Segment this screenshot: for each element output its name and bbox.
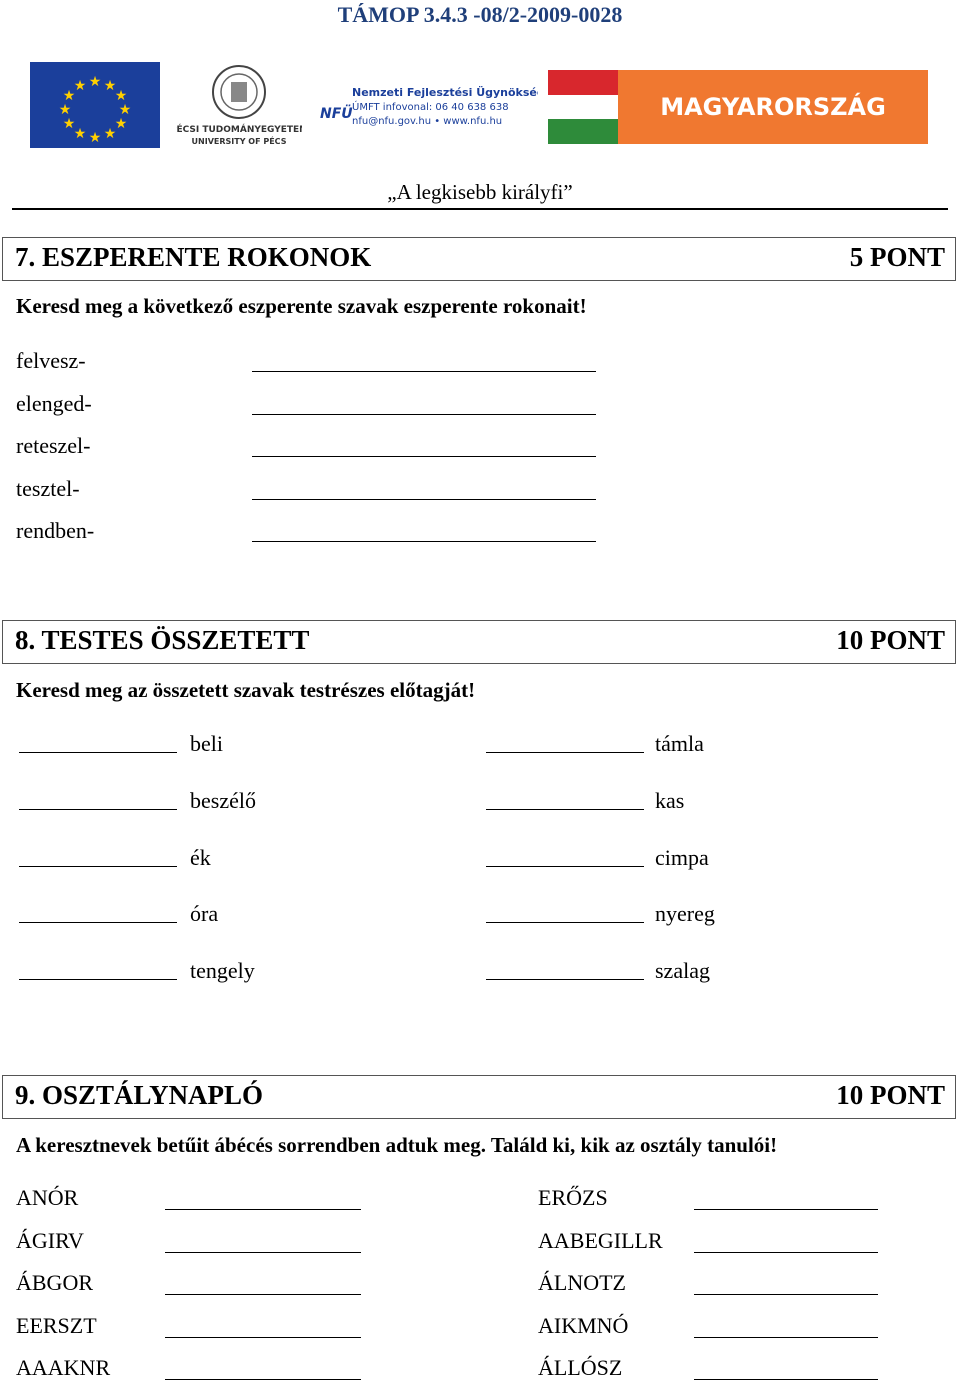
section-7-header (2, 237, 956, 281)
section-8-instruction: Keresd meg az összetett szavak testrészes előtagját! (16, 678, 476, 702)
hungary-banner-text: MAGYARORSZÁG MEGÚJUL (618, 70, 928, 144)
svg-text:★: ★ (118, 102, 132, 118)
scrambled-name: ERŐZS (538, 1185, 608, 1210)
answer-blank[interactable] (19, 922, 177, 923)
answer-blank[interactable] (165, 1252, 361, 1253)
nfu-name: Nemzeti Fejlesztési Ügynökség (352, 86, 538, 99)
svg-text:★: ★ (58, 102, 72, 118)
word-prompt: tesztel- (16, 475, 80, 501)
section-9-instruction: A keresztnevek betűit ábécés sorrendben adtuk meg. Találd ki, kik az osztály tanulói! (16, 1133, 778, 1157)
word-suffix: óra (190, 901, 219, 927)
section-9-header (2, 1075, 956, 1119)
scrambled-name: ÁGIRV (16, 1227, 84, 1253)
scrambled-name: AIKMNÓ (538, 1312, 629, 1338)
answer-blank[interactable] (694, 1252, 878, 1253)
word-suffix: ék (190, 844, 211, 870)
svg-text:★: ★ (62, 116, 76, 132)
section-7-points: 5 PONT (849, 242, 945, 272)
word-suffix: tengely (190, 958, 255, 984)
answer-blank[interactable] (165, 1209, 361, 1210)
answer-blank[interactable] (486, 866, 644, 867)
scrambled-name: EERSZT (16, 1312, 97, 1338)
answer-blank[interactable] (694, 1209, 878, 1210)
answer-blank[interactable] (252, 499, 596, 500)
svg-text:★: ★ (103, 126, 117, 142)
word-suffix: szalag (655, 958, 710, 984)
pte-name-en: UNIVERSITY OF PÉCS (191, 137, 287, 146)
answer-blank[interactable] (694, 1337, 878, 1338)
answer-blank[interactable] (252, 456, 596, 457)
scrambled-name: ÁLLÓSZ (538, 1355, 623, 1380)
section-8-points: 10 PONT (836, 625, 945, 655)
answer-blank[interactable] (486, 979, 644, 980)
answer-blank[interactable] (252, 371, 596, 372)
svg-text:★: ★ (114, 116, 128, 132)
svg-text:★: ★ (73, 78, 87, 94)
section-9-title: 9. OSZTÁLYNAPLÓ (15, 1080, 264, 1110)
word-prompt: reteszel- (16, 433, 91, 458)
answer-blank[interactable] (252, 541, 596, 542)
eu-flag-logo (30, 62, 160, 148)
section-7-instruction: Keresd meg a következő eszperente szavak eszperente rokonait! (16, 294, 587, 318)
answer-blank[interactable] (19, 809, 177, 810)
word-suffix: kas (655, 787, 685, 813)
word-suffix: beli (190, 731, 223, 756)
answer-blank[interactable] (252, 414, 596, 415)
answer-blank[interactable] (165, 1379, 361, 1380)
answer-blank[interactable] (19, 979, 177, 980)
answer-blank[interactable] (165, 1294, 361, 1295)
word-prompt: rendben- (16, 518, 95, 543)
word-suffix: beszélő (190, 787, 256, 813)
section-8-title: 8. TESTES ÖSSZETETT (15, 625, 310, 655)
answer-blank[interactable] (486, 809, 644, 810)
svg-text:★: ★ (103, 78, 117, 94)
answer-blank[interactable] (694, 1379, 878, 1380)
nfu-logo (318, 84, 538, 134)
svg-text:★: ★ (114, 88, 128, 104)
svg-text:★: ★ (88, 130, 102, 146)
pte-name: PÉCSI TUDOMÁNYEGYETEM (176, 125, 302, 135)
magyarorszag-megujul-logo (548, 70, 928, 195)
scrambled-name: ÁLNOTZ (538, 1270, 626, 1295)
svg-text:★: ★ (73, 126, 87, 142)
scrambled-name: AABEGILLR (538, 1227, 663, 1253)
header-title: TÁMOP 3.4.3 -08/2-2009-0028 (337, 2, 623, 27)
answer-blank[interactable] (19, 752, 177, 753)
section-7-title: 7. ESZPERENTE ROKONOK (15, 242, 372, 272)
word-prompt: felvesz- (16, 348, 86, 373)
answer-blank[interactable] (694, 1294, 878, 1295)
word-suffix: támla (655, 731, 704, 756)
word-suffix: cimpa (655, 844, 709, 870)
nfu-phone: ÚMFT infovonal: 06 40 638 638 (352, 102, 509, 113)
word-prompt: elenged- (16, 390, 92, 416)
document-subtitle: „A legkisebb királyfi” (387, 180, 573, 204)
scrambled-name: ÁBGOR (16, 1270, 94, 1295)
scrambled-name: AAAKNR (16, 1355, 111, 1380)
nfu-web: nfu@nfu.gov.hu • www.nfu.hu (352, 116, 503, 127)
scrambled-name: ANÓR (16, 1185, 79, 1210)
answer-blank[interactable] (486, 752, 644, 753)
answer-blank[interactable] (19, 866, 177, 867)
answer-blank[interactable] (165, 1337, 361, 1338)
pte-logo (176, 60, 302, 152)
subtitle-divider (12, 208, 948, 210)
section-9-points: 10 PONT (836, 1080, 945, 1110)
hungarian-flag-icon (548, 70, 618, 144)
word-suffix: nyereg (655, 901, 715, 927)
svg-text:★: ★ (62, 88, 76, 104)
section-8-header (2, 620, 956, 664)
answer-blank[interactable] (486, 922, 644, 923)
svg-text:★: ★ (88, 74, 102, 90)
nfu-mark: NFÜ (320, 106, 353, 122)
